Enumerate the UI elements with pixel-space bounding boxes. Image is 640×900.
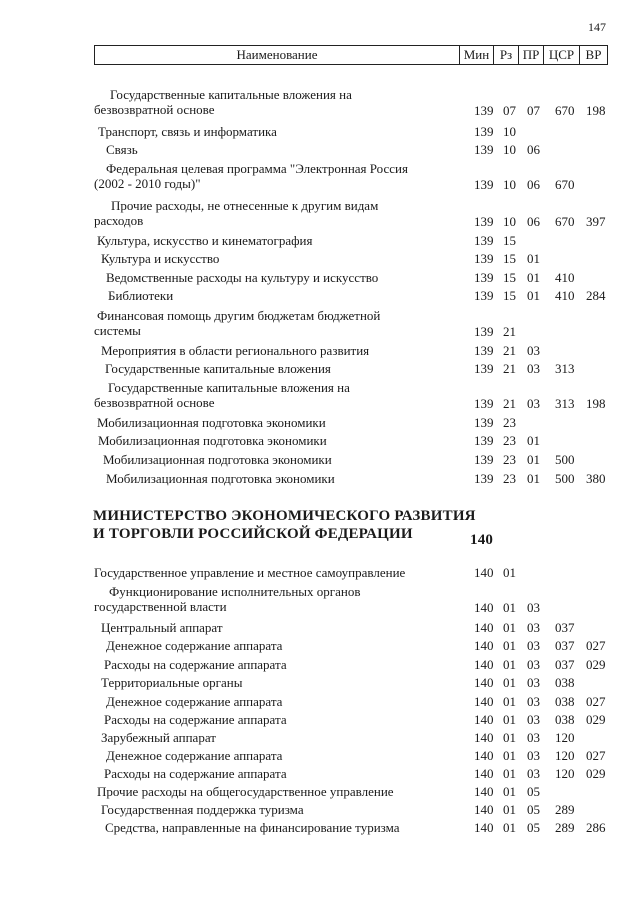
cell-min: 140	[474, 694, 494, 709]
cell-vr: 027	[586, 638, 606, 653]
cell-vr: 286	[586, 820, 606, 835]
row-name: Расходы на содержание аппарата	[104, 712, 287, 727]
cell-rz: 01	[503, 638, 516, 653]
cell-min: 139	[474, 361, 494, 376]
table-row	[0, 288, 640, 305]
cell-csr: 037	[555, 638, 575, 653]
cell-vr: 198	[586, 396, 606, 411]
row-name: Центральный аппарат	[101, 620, 223, 635]
cell-min: 139	[474, 251, 494, 266]
table-row	[0, 308, 640, 339]
table-row	[0, 142, 640, 159]
row-name-continued: безвозвратной основе	[94, 395, 215, 410]
row-name: Библиотеки	[108, 288, 174, 303]
table-row	[0, 820, 640, 837]
cell-rz: 01	[503, 657, 516, 672]
cell-rz: 21	[503, 396, 516, 411]
table-row	[0, 675, 640, 692]
table-row	[0, 638, 640, 655]
cell-pr: 03	[527, 748, 540, 763]
cell-min: 139	[474, 396, 494, 411]
table-row	[0, 361, 640, 378]
row-name: Мобилизационная подготовка экономики	[103, 452, 332, 467]
cell-csr: 038	[555, 712, 575, 727]
cell-csr: 037	[555, 620, 575, 635]
row-name-continued: системы	[94, 323, 141, 338]
cell-vr: 284	[586, 288, 606, 303]
cell-vr: 380	[586, 471, 606, 486]
row-name: Функционирование исполнительных органов	[109, 584, 361, 599]
cell-csr: 037	[555, 657, 575, 672]
cell-pr: 03	[527, 620, 540, 635]
row-name: Государственная поддержка туризма	[101, 802, 304, 817]
table-row	[0, 343, 640, 360]
cell-vr: 027	[586, 748, 606, 763]
header-name: Наименование	[236, 47, 318, 62]
cell-rz: 01	[503, 730, 516, 745]
cell-pr: 05	[527, 784, 540, 799]
cell-csr: 670	[555, 177, 575, 192]
row-name-continued: расходов	[94, 213, 144, 228]
cell-pr: 03	[527, 657, 540, 672]
table-row	[0, 584, 640, 615]
cell-csr: 670	[555, 103, 575, 118]
cell-csr: 500	[555, 471, 575, 486]
cell-rz: 10	[503, 177, 516, 192]
cell-rz: 01	[503, 600, 516, 615]
cell-pr: 03	[527, 361, 540, 376]
cell-csr: 313	[555, 361, 575, 376]
row-name: Культура, искусство и кинематография	[97, 233, 313, 248]
table-row	[0, 124, 640, 141]
cell-pr: 03	[527, 396, 540, 411]
cell-min: 140	[474, 730, 494, 745]
cell-min: 139	[474, 142, 494, 157]
row-name: Федеральная целевая программа "Электронная Россия	[106, 161, 408, 176]
cell-vr: 027	[586, 694, 606, 709]
row-name: Мобилизационная подготовка экономики	[106, 471, 335, 486]
row-name: Прочие расходы, не отнесенные к другим видам	[111, 198, 379, 213]
table-row	[0, 694, 640, 711]
row-name: Мобилизационная подготовка экономики	[97, 415, 326, 430]
cell-pr: 03	[527, 766, 540, 781]
table-row	[0, 270, 640, 287]
cell-pr: 03	[527, 600, 540, 615]
cell-pr: 01	[527, 452, 540, 467]
cell-csr: 313	[555, 396, 575, 411]
table-row	[0, 657, 640, 674]
header-vr: ВР	[579, 46, 607, 64]
row-name: Территориальные органы	[101, 675, 243, 690]
row-name: Денежное содержание аппарата	[106, 638, 283, 653]
table-row	[0, 712, 640, 729]
cell-pr: 03	[527, 712, 540, 727]
table-row	[0, 415, 640, 432]
cell-min: 140	[474, 802, 494, 817]
row-name-continued: И ТОРГОВЛИ РОССИЙСКОЙ ФЕДЕРАЦИИ	[93, 526, 413, 542]
row-name: Денежное содержание аппарата	[106, 748, 283, 763]
cell-rz: 01	[503, 748, 516, 763]
cell-min: 139	[474, 233, 494, 248]
table-row	[0, 161, 640, 192]
cell-min: 140	[474, 712, 494, 727]
cell-min: 139	[474, 177, 494, 192]
table-row	[0, 730, 640, 747]
cell-rz: 01	[503, 802, 516, 817]
row-name-continued: государственной власти	[94, 599, 227, 614]
cell-min: 139	[474, 471, 494, 486]
cell-rz: 15	[503, 233, 516, 248]
cell-min: 140	[474, 784, 494, 799]
cell-rz: 01	[503, 712, 516, 727]
table-row	[0, 802, 640, 819]
cell-min: 139	[474, 103, 494, 118]
cell-rz: 23	[503, 433, 516, 448]
table-row	[0, 87, 640, 118]
cell-min: 140	[474, 748, 494, 763]
cell-csr: 410	[555, 288, 575, 303]
cell-min: 139	[474, 343, 494, 358]
cell-csr: 120	[555, 766, 575, 781]
row-name: Денежное содержание аппарата	[106, 694, 283, 709]
cell-pr: 01	[527, 251, 540, 266]
cell-min: 139	[474, 288, 494, 303]
cell-min: 140	[474, 675, 494, 690]
cell-csr: 120	[555, 748, 575, 763]
cell-min: 140	[474, 657, 494, 672]
row-name: Ведомственные расходы на культуру и искусство	[106, 270, 379, 285]
table-row	[0, 766, 640, 783]
row-name: Прочие расходы на общегосударственное управление	[97, 784, 394, 799]
cell-pr: 03	[527, 730, 540, 745]
cell-rz: 01	[503, 620, 516, 635]
row-name: Расходы на содержание аппарата	[104, 766, 287, 781]
cell-min: 139	[474, 214, 494, 229]
cell-rz: 01	[503, 694, 516, 709]
row-name: Связь	[106, 142, 138, 157]
cell-rz: 01	[503, 565, 516, 580]
row-name: Государственные капитальные вложения на	[108, 380, 350, 395]
table-row	[0, 198, 640, 229]
cell-min: 140	[474, 766, 494, 781]
cell-min: 139	[474, 324, 494, 339]
cell-rz: 01	[503, 784, 516, 799]
cell-rz: 21	[503, 324, 516, 339]
cell-pr: 06	[527, 214, 540, 229]
cell-min: 139	[474, 124, 494, 139]
cell-rz: 23	[503, 471, 516, 486]
header-min: Мин	[459, 46, 493, 64]
cell-min: 139	[474, 415, 494, 430]
cell-rz: 21	[503, 343, 516, 358]
cell-pr: 07	[527, 103, 540, 118]
cell-rz: 21	[503, 361, 516, 376]
cell-csr: 120	[555, 730, 575, 745]
cell-pr: 03	[527, 694, 540, 709]
header-pr: ПР	[518, 46, 543, 64]
cell-csr: 500	[555, 452, 575, 467]
ministry-heading	[0, 508, 640, 548]
row-name: Государственные капитальные вложения	[105, 361, 331, 376]
header-csr: ЦСР	[543, 46, 579, 64]
row-name: Мобилизационная подготовка экономики	[98, 433, 327, 448]
cell-rz: 01	[503, 675, 516, 690]
row-name: Средства, направленные на финансирование туризма	[105, 820, 400, 835]
cell-min: 139	[474, 433, 494, 448]
cell-min: 140	[470, 532, 494, 548]
table-row	[0, 452, 640, 469]
row-name: Расходы на содержание аппарата	[104, 657, 287, 672]
cell-csr: 038	[555, 694, 575, 709]
cell-min: 140	[474, 638, 494, 653]
cell-pr: 06	[527, 177, 540, 192]
cell-min: 139	[474, 452, 494, 467]
cell-rz: 23	[503, 415, 516, 430]
table-row	[0, 748, 640, 765]
table-row	[0, 784, 640, 801]
row-name: Культура и искусство	[101, 251, 220, 266]
cell-rz: 10	[503, 124, 516, 139]
cell-pr: 01	[527, 270, 540, 285]
cell-rz: 10	[503, 142, 516, 157]
table-row	[0, 251, 640, 268]
cell-pr: 01	[527, 433, 540, 448]
cell-pr: 01	[527, 471, 540, 486]
table-row	[0, 471, 640, 488]
cell-min: 140	[474, 565, 494, 580]
cell-vr: 029	[586, 766, 606, 781]
cell-rz: 23	[503, 452, 516, 467]
cell-pr: 03	[527, 675, 540, 690]
cell-vr: 397	[586, 214, 606, 229]
cell-pr: 03	[527, 343, 540, 358]
row-name: Финансовая помощь другим бюджетам бюджетной	[97, 308, 381, 323]
cell-csr: 289	[555, 820, 575, 835]
cell-pr: 05	[527, 820, 540, 835]
cell-pr: 03	[527, 638, 540, 653]
cell-min: 140	[474, 820, 494, 835]
cell-csr: 670	[555, 214, 575, 229]
cell-csr: 038	[555, 675, 575, 690]
cell-rz: 01	[503, 766, 516, 781]
cell-rz: 10	[503, 214, 516, 229]
table-row	[0, 233, 640, 250]
cell-min: 140	[474, 620, 494, 635]
cell-csr: 410	[555, 270, 575, 285]
cell-rz: 15	[503, 288, 516, 303]
page-number: 147	[588, 20, 606, 34]
cell-min: 139	[474, 270, 494, 285]
row-name-continued: (2002 - 2010 годы)"	[94, 176, 201, 191]
cell-pr: 05	[527, 802, 540, 817]
table-row	[0, 380, 640, 411]
row-name: Государственные капитальные вложения на	[110, 87, 352, 102]
cell-csr: 289	[555, 802, 575, 817]
row-name: Транспорт, связь и информатика	[98, 124, 277, 139]
cell-pr: 01	[527, 288, 540, 303]
row-name-continued: безвозвратной основе	[94, 102, 215, 117]
row-name: Зарубежный аппарат	[101, 730, 216, 745]
cell-min: 140	[474, 600, 494, 615]
cell-rz: 15	[503, 270, 516, 285]
cell-rz: 15	[503, 251, 516, 266]
table-row	[0, 565, 640, 582]
row-name: Государственное управление и местное самоуправление	[94, 565, 406, 580]
cell-vr: 029	[586, 657, 606, 672]
header-rz: Рз	[493, 46, 518, 64]
cell-rz: 07	[503, 103, 516, 118]
table-row	[0, 433, 640, 450]
cell-vr: 198	[586, 103, 606, 118]
cell-pr: 06	[527, 142, 540, 157]
row-name: МИНИСТЕРСТВО ЭКОНОМИЧЕСКОГО РАЗВИТИЯ	[93, 508, 476, 524]
table-row	[0, 620, 640, 637]
row-name: Мероприятия в области регионального развития	[101, 343, 370, 358]
cell-vr: 029	[586, 712, 606, 727]
cell-rz: 01	[503, 820, 516, 835]
